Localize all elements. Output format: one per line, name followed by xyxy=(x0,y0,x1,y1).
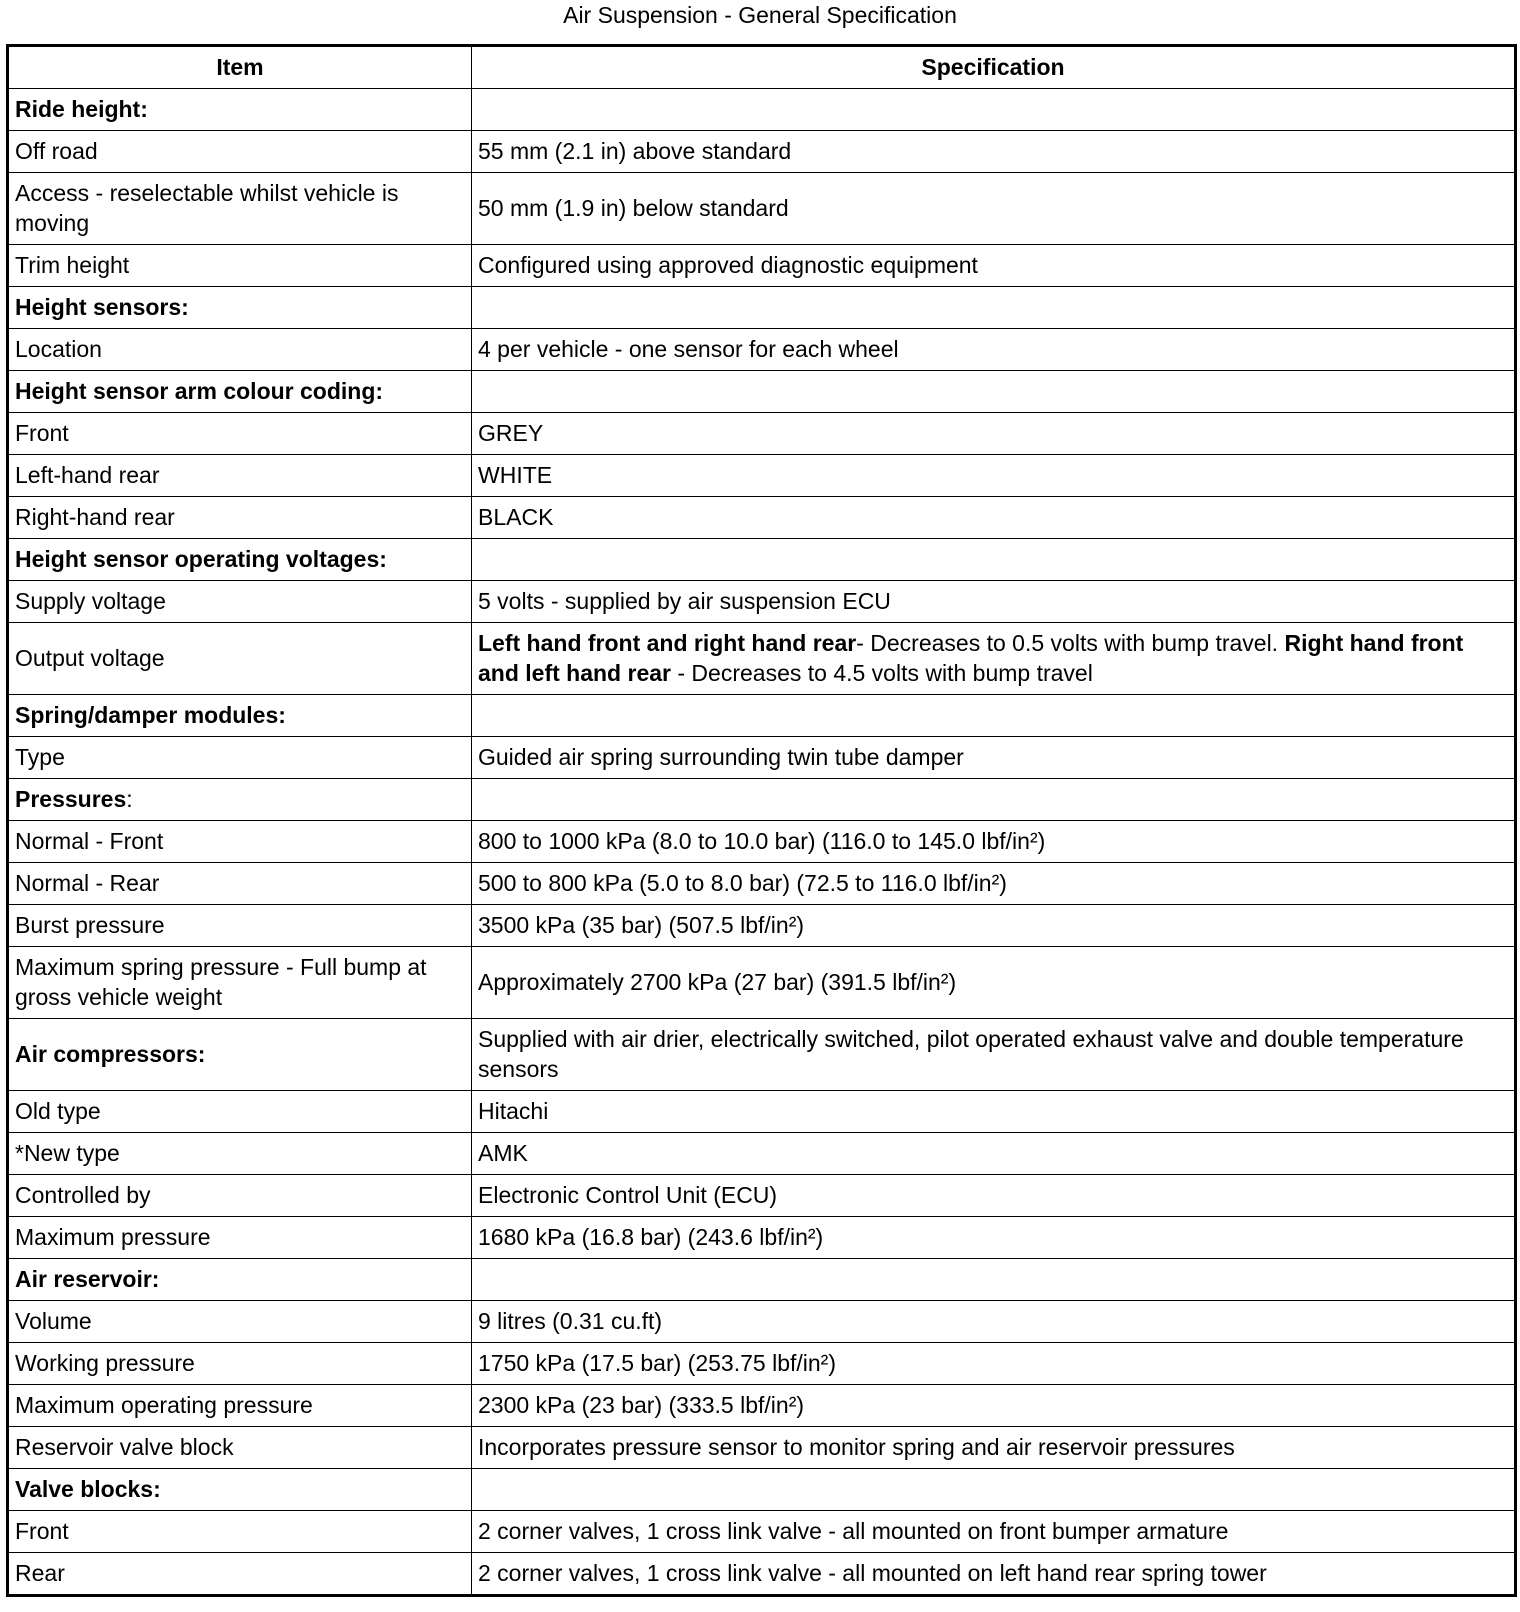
item-label: Height sensor arm colour coding: xyxy=(15,378,384,404)
item-cell xyxy=(8,1133,472,1175)
specification-text-part: - Decreases to 0.5 volts with bump travel. xyxy=(856,630,1285,656)
specification-text: Hitachi xyxy=(478,1098,549,1124)
table-row xyxy=(8,821,1516,863)
specification-cell xyxy=(472,1019,1516,1091)
item-label: Old type xyxy=(15,1098,101,1124)
table-header-row xyxy=(8,46,1516,89)
specification-cell xyxy=(472,245,1516,287)
specification-cell xyxy=(472,1427,1516,1469)
specification-text: WHITE xyxy=(478,462,553,488)
specification-cell xyxy=(472,1259,1516,1301)
table-row xyxy=(8,1511,1516,1553)
section-heading-cell xyxy=(8,1019,472,1091)
item-label: Air compressors: xyxy=(15,1041,206,1067)
specification-cell xyxy=(472,737,1516,779)
specification-text: Electronic Control Unit (ECU) xyxy=(478,1182,778,1208)
table-row xyxy=(8,1301,1516,1343)
item-label: Off road xyxy=(15,138,98,164)
page-title: Air Suspension - General Specification xyxy=(563,2,957,28)
item-label: Spring/damper modules: xyxy=(15,702,286,728)
specification-cell xyxy=(472,1091,1516,1133)
item-label: Location xyxy=(15,336,102,362)
table-row xyxy=(8,1133,1516,1175)
item-label: Reservoir valve block xyxy=(15,1434,234,1460)
specification-text: 1750 kPa (17.5 bar) (253.75 lbf/in²) xyxy=(478,1350,836,1376)
item-cell xyxy=(8,1091,472,1133)
table-row xyxy=(8,413,1516,455)
table-row xyxy=(8,1091,1516,1133)
table-row xyxy=(8,287,1516,329)
specification-cell xyxy=(472,1385,1516,1427)
specification-text: Configured using approved diagnostic equipment xyxy=(478,252,978,278)
item-label: *New type xyxy=(15,1140,120,1166)
item-label: Output voltage xyxy=(15,645,165,671)
specification-text: 800 to 1000 kPa (8.0 to 10.0 bar) (116.0 to 145.0 lbf/in²) xyxy=(478,828,1046,854)
item-label: Front xyxy=(15,420,69,446)
item-label: Maximum operating pressure xyxy=(15,1392,313,1418)
table-row xyxy=(8,905,1516,947)
specification-cell xyxy=(472,131,1516,173)
specification-cell xyxy=(472,1217,1516,1259)
section-heading-cell xyxy=(8,371,472,413)
specification-cell xyxy=(472,371,1516,413)
specification-text: 9 litres (0.31 cu.ft) xyxy=(478,1308,663,1334)
specification-cell xyxy=(472,695,1516,737)
item-label: Pressures xyxy=(15,786,127,812)
table-row xyxy=(8,695,1516,737)
table-row xyxy=(8,89,1516,131)
item-cell xyxy=(8,821,472,863)
table-row xyxy=(8,455,1516,497)
item-label: Left-hand rear xyxy=(15,462,160,488)
specification-text-part: Right hand front and left hand rear xyxy=(478,630,1464,686)
specification-text: Guided air spring surrounding twin tube damper xyxy=(478,744,964,770)
section-heading-cell xyxy=(8,287,472,329)
item-cell xyxy=(8,581,472,623)
specification-text: 4 per vehicle - one sensor for each wheel xyxy=(478,336,899,362)
table-row xyxy=(8,779,1516,821)
table-row xyxy=(8,1343,1516,1385)
table-row xyxy=(8,863,1516,905)
item-label: Height sensors: xyxy=(15,294,189,320)
table-row xyxy=(8,623,1516,695)
table-row xyxy=(8,1469,1516,1511)
table-row xyxy=(8,131,1516,173)
item-cell xyxy=(8,1427,472,1469)
specification-cell xyxy=(472,821,1516,863)
item-label: Ride height: xyxy=(15,96,148,122)
specification-text: Supplied with air drier, electrically switched, pilot operated exhaust valve and double temperature sensors xyxy=(478,1026,1464,1082)
item-cell xyxy=(8,1343,472,1385)
specification-text-part: Left hand front and right hand rear xyxy=(478,630,857,656)
specification-text: 3500 kPa (35 bar) (507.5 lbf/in²) xyxy=(478,912,805,938)
item-label: Access - reselectable whilst vehicle is moving xyxy=(15,180,399,236)
item-label: Supply voltage xyxy=(15,588,166,614)
specification-text: GREY xyxy=(478,420,544,446)
table-row xyxy=(8,371,1516,413)
column-header-specification: Specification xyxy=(472,46,1516,89)
specification-text: 500 to 800 kPa (5.0 to 8.0 bar) (72.5 to 116.0 lbf/in²) xyxy=(478,870,1007,896)
specification-cell xyxy=(472,947,1516,1019)
table-row xyxy=(8,497,1516,539)
specification-table xyxy=(6,44,1517,1597)
item-cell xyxy=(8,905,472,947)
specification-text: 2 corner valves, 1 cross link valve - all mounted on front bumper armature xyxy=(478,1518,1229,1544)
item-label: Normal - Front xyxy=(15,828,164,854)
specification-cell xyxy=(472,1553,1516,1596)
specification-cell xyxy=(472,779,1516,821)
specification-text: 50 mm (1.9 in) below standard xyxy=(478,195,789,221)
item-cell xyxy=(8,737,472,779)
section-heading-cell xyxy=(8,695,472,737)
table-row xyxy=(8,1175,1516,1217)
table-row xyxy=(8,737,1516,779)
item-cell xyxy=(8,947,472,1019)
table-row xyxy=(8,245,1516,287)
item-cell xyxy=(8,455,472,497)
item-cell xyxy=(8,1385,472,1427)
specification-cell xyxy=(472,1469,1516,1511)
item-label: Burst pressure xyxy=(15,912,165,938)
item-label: Normal - Rear xyxy=(15,870,160,896)
item-cell xyxy=(8,413,472,455)
table-row xyxy=(8,1553,1516,1596)
specification-cell xyxy=(472,581,1516,623)
specification-text: 2300 kPa (23 bar) (333.5 lbf/in²) xyxy=(478,1392,805,1418)
specification-cell xyxy=(472,89,1516,131)
specification-text-part: - Decreases to 4.5 volts with bump travel xyxy=(670,660,1093,686)
specification-text: AMK xyxy=(478,1140,528,1166)
item-label: Height sensor operating voltages: xyxy=(15,546,387,572)
item-label: Controlled by xyxy=(15,1182,151,1208)
column-header-item: Item xyxy=(8,46,472,89)
item-cell xyxy=(8,245,472,287)
table-row xyxy=(8,1259,1516,1301)
specification-text: Incorporates pressure sensor to monitor spring and air reservoir pressures xyxy=(478,1434,1235,1460)
table-body xyxy=(8,89,1516,1596)
item-label: Front xyxy=(15,1518,69,1544)
item-label: Trim height xyxy=(15,252,130,278)
item-cell xyxy=(8,1553,472,1596)
specification-text: 55 mm (2.1 in) above standard xyxy=(478,138,792,164)
item-cell xyxy=(8,623,472,695)
specification-cell xyxy=(472,1175,1516,1217)
specification-cell xyxy=(472,413,1516,455)
specification-cell xyxy=(472,863,1516,905)
table-row xyxy=(8,1019,1516,1091)
specification-cell xyxy=(472,455,1516,497)
item-cell xyxy=(8,329,472,371)
table-row xyxy=(8,1385,1516,1427)
table-row xyxy=(8,947,1516,1019)
specification-cell xyxy=(472,497,1516,539)
specification-cell xyxy=(472,173,1516,245)
specification-cell xyxy=(472,539,1516,581)
item-cell xyxy=(8,1511,472,1553)
specification-text: Approximately 2700 kPa (27 bar) (391.5 lbf/in²) xyxy=(478,969,957,995)
specification-cell xyxy=(472,905,1516,947)
specification-cell xyxy=(472,287,1516,329)
section-heading-cell xyxy=(8,1259,472,1301)
item-label-suffix: : xyxy=(126,786,133,812)
item-label: Air reservoir: xyxy=(15,1266,160,1292)
section-heading-cell xyxy=(8,89,472,131)
item-label: Right-hand rear xyxy=(15,504,175,530)
table-row xyxy=(8,539,1516,581)
section-heading-cell xyxy=(8,1469,472,1511)
specification-cell xyxy=(472,1511,1516,1553)
item-cell xyxy=(8,1217,472,1259)
specification-cell xyxy=(472,1133,1516,1175)
item-cell xyxy=(8,1301,472,1343)
item-label: Type xyxy=(15,744,65,770)
specification-text: BLACK xyxy=(478,504,554,530)
table-row xyxy=(8,1217,1516,1259)
table-row xyxy=(8,173,1516,245)
section-heading-cell xyxy=(8,779,472,821)
table-row xyxy=(8,1427,1516,1469)
table-row xyxy=(8,581,1516,623)
specification-text: 2 corner valves, 1 cross link valve - all mounted on left hand rear spring tower xyxy=(478,1560,1267,1586)
item-cell xyxy=(8,131,472,173)
item-label: Volume xyxy=(15,1308,92,1334)
section-heading-cell xyxy=(8,539,472,581)
specification-cell xyxy=(472,1301,1516,1343)
item-cell xyxy=(8,863,472,905)
item-label: Rear xyxy=(15,1560,65,1586)
item-label: Maximum spring pressure - Full bump at gross vehicle weight xyxy=(15,954,427,1010)
specification-text: 1680 kPa (16.8 bar) (243.6 lbf/in²) xyxy=(478,1224,824,1250)
specification-cell xyxy=(472,329,1516,371)
table-row xyxy=(8,329,1516,371)
item-label: Maximum pressure xyxy=(15,1224,211,1250)
item-label: Working pressure xyxy=(15,1350,195,1376)
item-cell xyxy=(8,1175,472,1217)
item-cell xyxy=(8,497,472,539)
specification-cell xyxy=(472,623,1516,695)
specification-text: 5 volts - supplied by air suspension ECU xyxy=(478,588,891,614)
item-cell xyxy=(8,173,472,245)
item-label: Valve blocks: xyxy=(15,1476,161,1502)
specification-cell xyxy=(472,1343,1516,1385)
